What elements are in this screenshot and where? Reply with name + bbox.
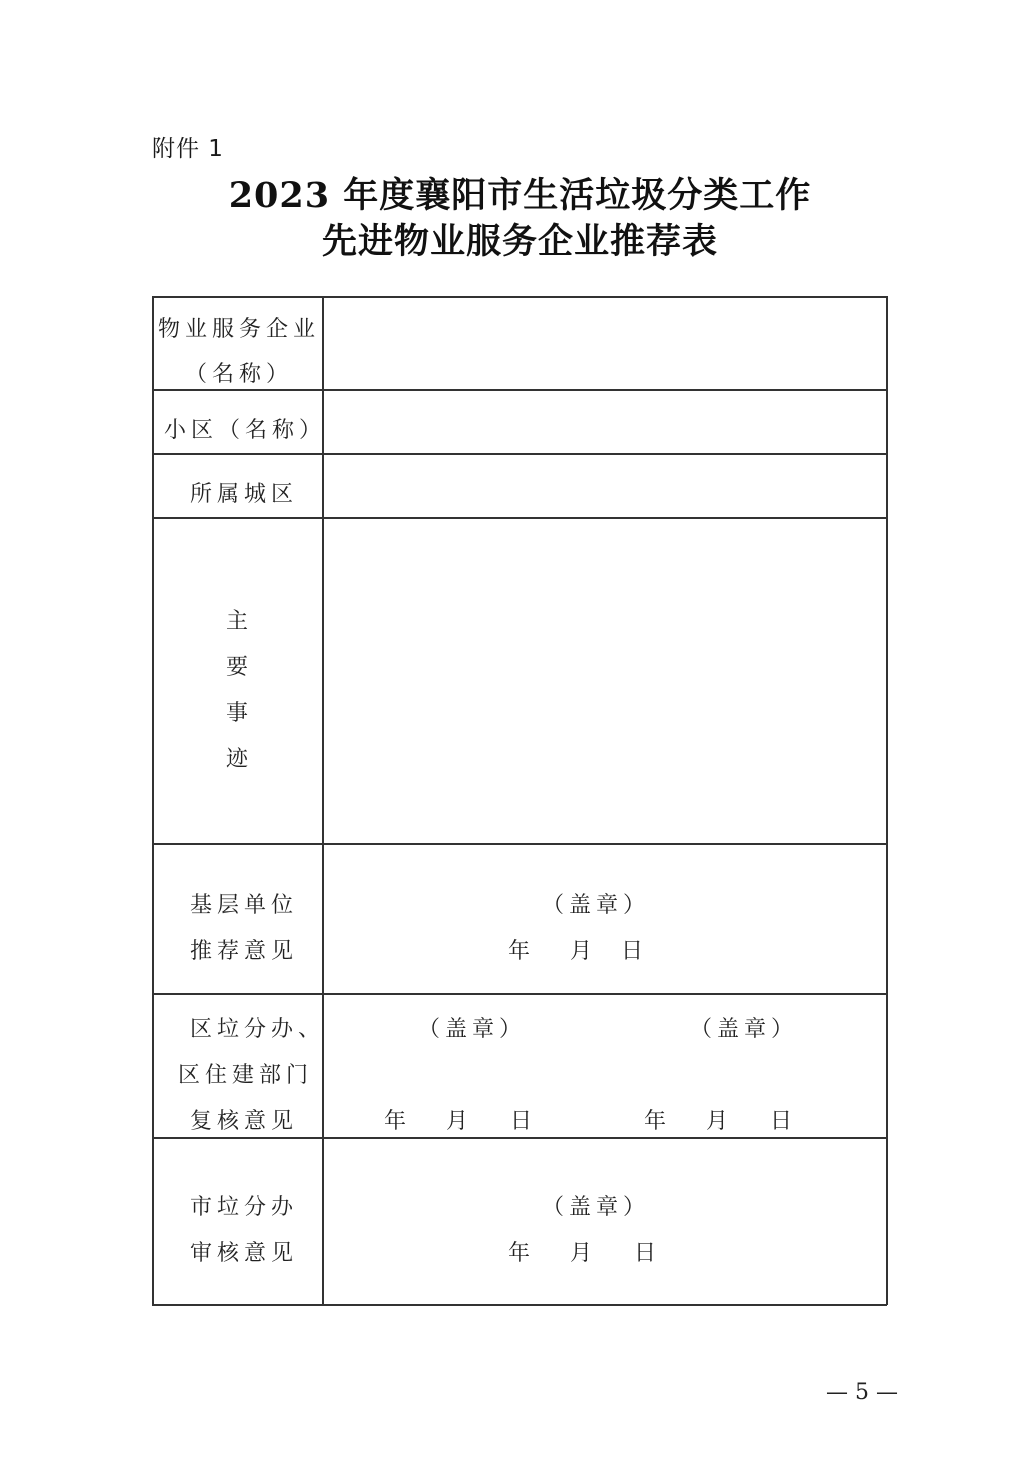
seal-placeholder: （盖章） [542,1195,651,1220]
row-label-district-review-line3: 复核意见 [190,1109,299,1134]
date-day: 日 [770,1109,798,1134]
row-label-city-review-line1: 市垃分办 [190,1195,299,1220]
date-year: 年 [644,1109,672,1134]
table-border-bottom [152,1304,887,1306]
row-label-community: 小区（名称） [164,418,327,443]
table-row-divider [152,389,887,391]
row-label-grassroots-line2: 推荐意见 [190,939,299,964]
row-label-achievements-char: 事 [226,701,249,726]
date-year: 年 [384,1109,412,1134]
table-border-left [152,296,154,1305]
date-month: 月 [446,1109,474,1134]
row-label-district: 所属城区 [190,482,299,507]
attachment-label: 附件 1 [152,136,224,162]
row-label-achievements-char: 要 [226,655,249,680]
table-row-divider [152,1137,887,1139]
row-label-district-review-line2: 区住建部门 [178,1063,314,1088]
table-row-divider [152,453,887,455]
row-label-achievements-char: 迹 [226,747,249,772]
seal-placeholder: （盖章） [542,893,651,918]
table-border-right [886,296,888,1305]
seal-placeholder: （盖章） [690,1017,799,1042]
table-row-divider [152,517,887,519]
date-month: 月 [570,939,598,964]
date-day: 日 [621,939,649,964]
table-column-divider [322,296,324,1305]
table-row-divider [152,993,887,995]
row-label-company-line2: （名称） [184,362,293,387]
row-label-achievements-char: 主 [226,609,249,634]
row-label-district-review-line1: 区垃分办、 [190,1017,326,1042]
table-border-top [152,296,887,298]
page-number: — 5 — [826,1380,898,1405]
row-label-grassroots-line1: 基层单位 [190,893,299,918]
date-month: 月 [570,1241,598,1266]
date-day: 日 [634,1241,662,1266]
date-day: 日 [510,1109,538,1134]
date-year: 年 [508,939,536,964]
table-row-divider [152,843,887,845]
seal-placeholder: （盖章） [418,1017,527,1042]
row-label-city-review-line2: 审核意见 [190,1241,299,1266]
document-title-line-1: 2023 年度襄阳市生活垃圾分类工作 [228,175,812,216]
date-year: 年 [508,1241,536,1266]
row-label-company-line1: 物业服务企业 [157,317,320,342]
document-title-line-2: 先进物业服务企业推荐表 [321,221,718,262]
date-month: 月 [706,1109,734,1134]
